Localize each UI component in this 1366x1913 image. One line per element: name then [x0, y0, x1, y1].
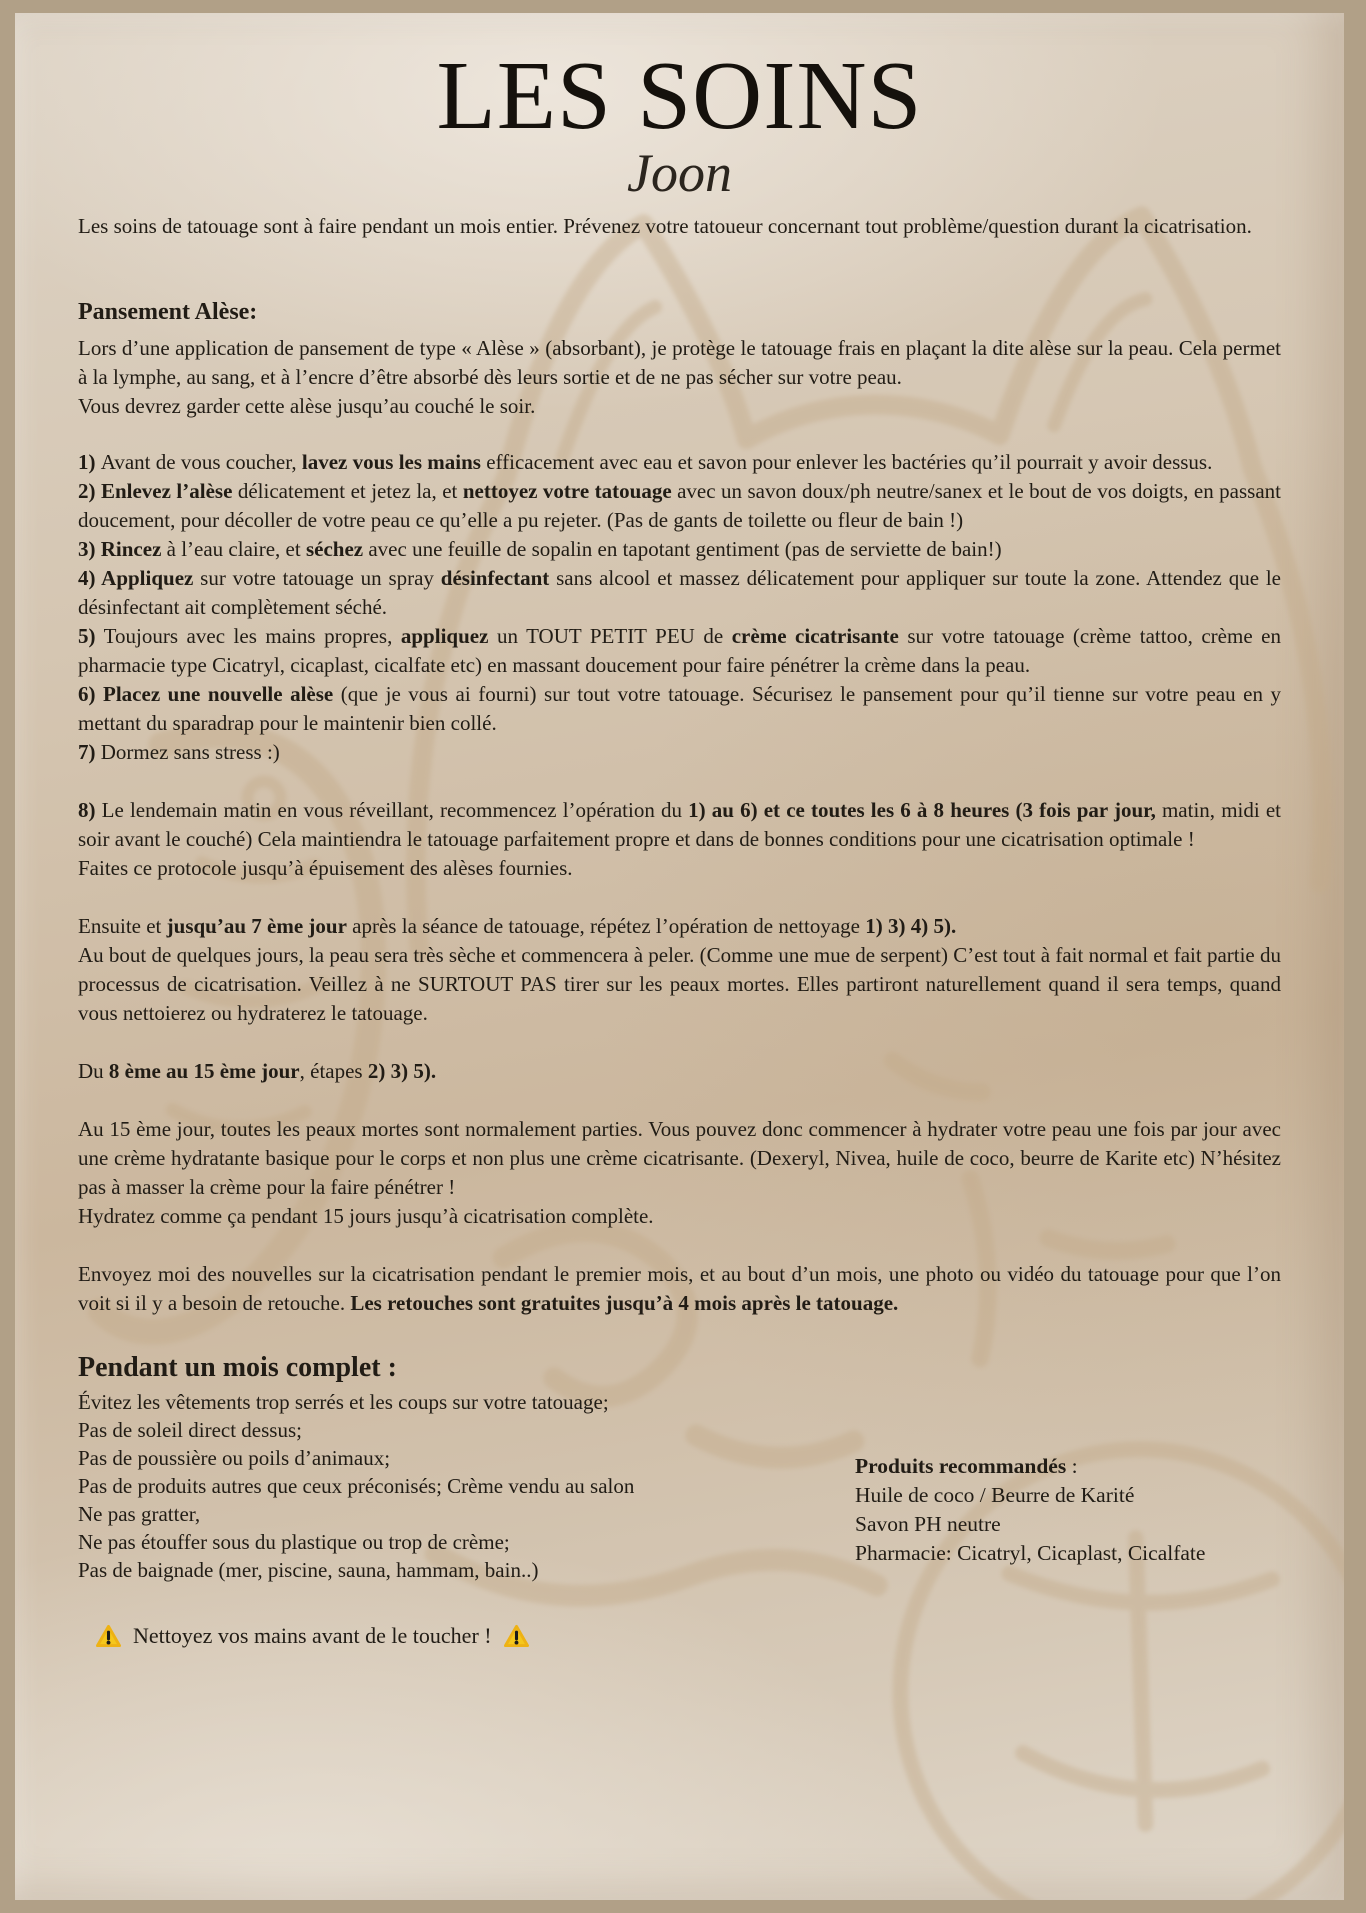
product-item: Pharmacie: Cicatryl, Cicaplast, Cicalfate [855, 1541, 1206, 1565]
step-6: 6) Placez une nouvelle alèse (que je vous ai fourni) sur tout votre tatouage. Sécurisez le pansement pour qu’il tienne sur votre peau en y mettant du sparadrap pour le maintenir bien collé. [78, 682, 1282, 735]
products-heading-label: Produits recommandés [855, 1454, 1067, 1478]
document-content [15, 42, 1344, 1650]
products-heading-colon: : [1066, 1454, 1078, 1478]
step-2: 2) Enlevez l’alèse délicatement et jetez la, et nettoyez votre tatouage avec un savon doux/ph neutre/sanex et le bout de vos doigts, en passant doucement, pour décoller de votre peau ce qu’elle a pu rejeter. (Pas de gants de toilette ou fleur de bain !) [78, 479, 1282, 532]
warning-icon [503, 1624, 530, 1648]
step-3: 3) Rincez à l’eau claire, et séchez avec une feuille de sopalin en tapotant gentiment (pas de serviette de bain!) [78, 537, 1002, 561]
products-heading [855, 1451, 1295, 1481]
restriction-item: Pas de poussière ou poils d’animaux; [78, 1446, 391, 1470]
intro-paragraph: Les soins de tatouage sont à faire pendant un mois entier. Prévenez votre tatoueur concernant tout problème/question durant la cicatrisation. [78, 214, 1252, 238]
products-list [855, 1481, 1295, 1568]
step-8: 8) Le lendemain matin en vous réveillant, recommencez l’opération du 1) au 6) et ce toutes les 6 à 8 heures (3 fois par jour, matin, midi et soir avant le couché) Cela maintiendra le tatouage parfaitement propre et dans de bonnes conditions pour une cicatrisation optimale ! [78, 798, 1281, 851]
step-7: 7) Dormez sans stress :) [78, 740, 280, 764]
step-5: 5) Toujours avec les mains propres, appliquez un TOUT PETIT PEU de crème cicatrisante sur votre tatouage (crème tattoo, crème en pharmacie type Cicatryl, cicaplast, cicalfate etc) en massant doucement pour faire pénétrer la crème dans la peau. [78, 624, 1281, 677]
product-item: Savon PH neutre [855, 1512, 1001, 1536]
product-item: Huile de coco / Beurre de Karité [855, 1483, 1135, 1507]
step-1: 1) Avant de vous coucher, lavez vous les mains efficacement avec eau et savon pour enlever les bactéries qu’il pourrait y avoir dessus. [78, 450, 1213, 474]
restriction-item: Pas de soleil direct dessus; [78, 1418, 302, 1442]
restriction-item: Ne pas étouffer sous du plastique ou trop de crème; [78, 1530, 510, 1554]
pansement-note: Vous devrez garder cette alèse jusqu’au couché le soir. [78, 394, 536, 418]
restriction-item: Évitez les vêtements trop serrés et les coups sur votre tatouage; [78, 1390, 609, 1414]
month-section [78, 1351, 1281, 1584]
step-8-note: Faites ce protocole jusqu’à épuisement des alèses fournies. [78, 856, 573, 880]
month-heading: Pendant un mois complet : [78, 1352, 397, 1383]
day-15-paragraph: Au 15 ème jour, toutes les peaux mortes sont normalement parties. Vous pouvez donc commencer à hydrater votre peau une fois par jour avec une crème hydratante basique pour le corps et non plus une crème cicatrisante. (Dexeryl, Nivea, huile de coco, beurre de Karite etc) N’hésitez pas à masser la crème pour la faire pénétrer ! [78, 1117, 1281, 1199]
step-4: 4) Appliquez sur votre tatouage un spray désinfectant sans alcool et massez délicatement pour appliquer sur toute la zone. Attendez que le désinfectant ait complètement séché. [78, 566, 1282, 619]
warning-text: Nettoyez vos mains avant de le toucher ! [133, 1623, 492, 1648]
steps-block [78, 448, 1281, 767]
days-8-15-paragraph: Du 8 ème au 15 ème jour, étapes 2) 3) 5). [78, 1059, 437, 1083]
restriction-item: Ne pas gratter, [78, 1502, 201, 1526]
pansement-heading: Pansement Alèse: [78, 299, 258, 325]
restriction-item: Pas de baignade (mer, piscine, sauna, hammam, bain..) [78, 1558, 539, 1582]
hydrate-paragraph: Hydratez comme ça pendant 15 jours jusqu’à cicatrisation complète. [78, 1204, 654, 1228]
products-block [855, 1451, 1295, 1568]
pansement-paragraph: Lors d’une application de pansement de type « Alèse » (absorbant), je protège le tatouage frais en plaçant la dite alèse sur la peau. Cela permet à la lymphe, au sang, et à l’encre d’être absorbé dès leurs sortie et de ne pas sécher sur votre peau. [78, 336, 1281, 389]
week1-paragraph: Ensuite et jusqu’au 7 ème jour après la séance de tatouage, répétez l’opération de nettoyage 1) 3) 4) 5). [78, 914, 957, 938]
restriction-item: Pas de produits autres que ceux préconisés; Crème vendu au salon [78, 1474, 635, 1498]
peeling-paragraph: Au bout de quelques jours, la peau sera très sèche et commencera à peler. (Comme une mue de serpent) C’est tout à fait normal et fait partie du processus de cicatrisation. Veillez à ne SURTOUT PAS tirer sur les peaux mortes. Elles partiront naturellement quand il sera temps, quand vous nettoierez ou hydraterez le tatouage. [78, 943, 1281, 1025]
news-paragraph: Envoyez moi des nouvelles sur la cicatrisation pendant le premier mois, et au bout d’un mois, une photo ou vidéo du tatouage pour que l’on voit si il y a besoin de retouche. Les retouches sont gratuites jusqu’à 4 mois après le tatouage. [78, 1262, 1281, 1315]
page-title: LES SOINS [436, 42, 923, 149]
warning-row [78, 1622, 1281, 1650]
document-page [15, 13, 1344, 1900]
warning-icon [95, 1624, 122, 1648]
signature-subtitle: Joon [627, 143, 732, 203]
